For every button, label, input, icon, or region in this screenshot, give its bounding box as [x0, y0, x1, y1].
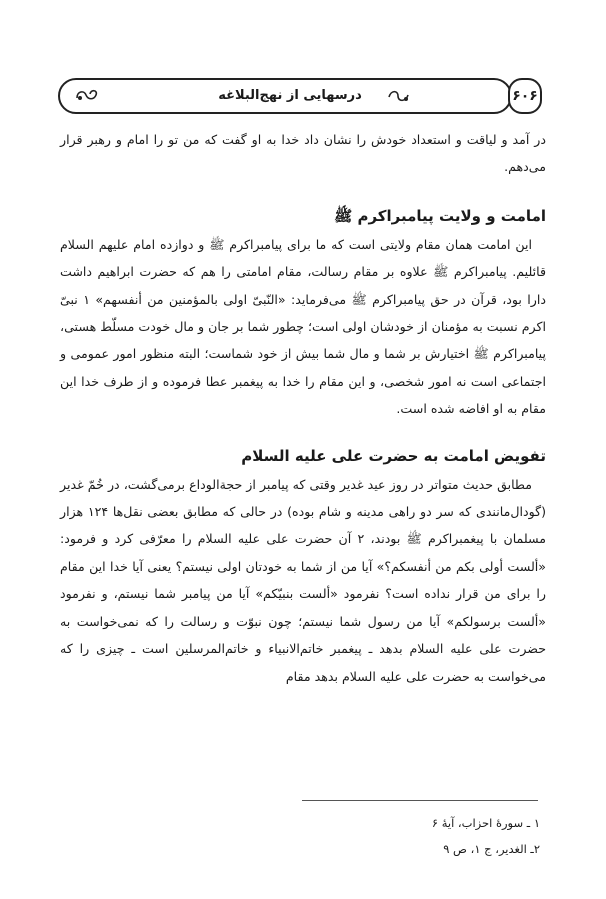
- book-title: درسهایی از نهج‌البلاغه: [218, 88, 362, 103]
- footnotes: [300, 810, 540, 862]
- intro-paragraph: در آمد و لیاقت و استعداد خودش را نشان داد خدا به او گفت که من تو را امام و رهبر قرار می‌دهم.: [60, 132, 546, 175]
- section-heading: تفویض امامت به حضرت علی علیه السلام: [241, 446, 546, 465]
- footnote-divider: [302, 800, 538, 801]
- page-body: [60, 126, 546, 690]
- ornament-icon: [74, 86, 102, 106]
- ornament-icon: [386, 87, 412, 107]
- footnote: ۱ ـ سورهٔ احزاب، آیهٔ ۶: [431, 816, 540, 830]
- section-paragraph: این امامت همان مقام ولایتی است که ما برای پیامبراکرم ﷺ و دوازده امام علیهم السلام قائلیم. پیامبراکرم ﷺ علاوه بر مقام رسالت، مقام امامتی را هم که حضرت ابراهیم داشت دارا بود، قرآن در حق پیامبراکرم ﷺ می‌فرماید: «النّبیّ اولی بالمؤمنین من أنفسهم» ۱ نبیّ اکرم نسبت به مؤمنان از خودشان اولی است؛ چطور شما بر جان و مال خودت مسلّط هستی، پیامبراکرم ﷺ اختیارش بر شما و مال شما بیش از خود شماست؛ البته منظور امور عمومی و اجتماعی است نه امور شخصی، و این مقام را خدا به پیغمبر عطا فرموده و از طرف خدا این مقام به او افاضه شده است.: [60, 236, 546, 417]
- page-number: ۶۰۶: [508, 78, 542, 114]
- page-header: [58, 78, 542, 118]
- section-heading: امامت و ولایت پیامبراکرم ﷺ: [334, 206, 546, 225]
- header-frame: [58, 78, 512, 114]
- section-paragraph: مطابق حدیث متواتر در روز عید غدیر وقتی که پیامبر از حجةالوداع برمی‌گشت، در خُمّ غدیر (گودال‌مانندی که سر دو راهی مدینه و شام بوده) در حالی که مطابق بعضی نقل‌ها ۱۲۴ هزار مسلمان با پیغمبراکرم ﷺ بودند، ۲ آن حضرت علی علیه السلام را معرّفی کرد و فرمود: «ألست أولی بکم من أنفسکم؟» آیا من از شما به خودتان اولی نیستم؟ یعنی آیا خدا این مقام را برای من قرار نداده است؟ نفرمود «ألست بنبیّکم» آیا من پیامبر شما نیستم، و نفرمود «ألست برسولکم» آیا من رسول شما نیستم؛ چون نبوّت و رسالت را که نمی‌خواست به حضرت علی علیه السلام بدهد ـ پیغمبر خاتم‌الانبیاء و خاتم‌المرسلین است ـ چیزی را که می‌خواست به حضرت علی علیه السلام بدهد مقام: [60, 476, 546, 684]
- footnote: ۲ـ الغدیر، ج ۱، ص ۹: [443, 842, 540, 856]
